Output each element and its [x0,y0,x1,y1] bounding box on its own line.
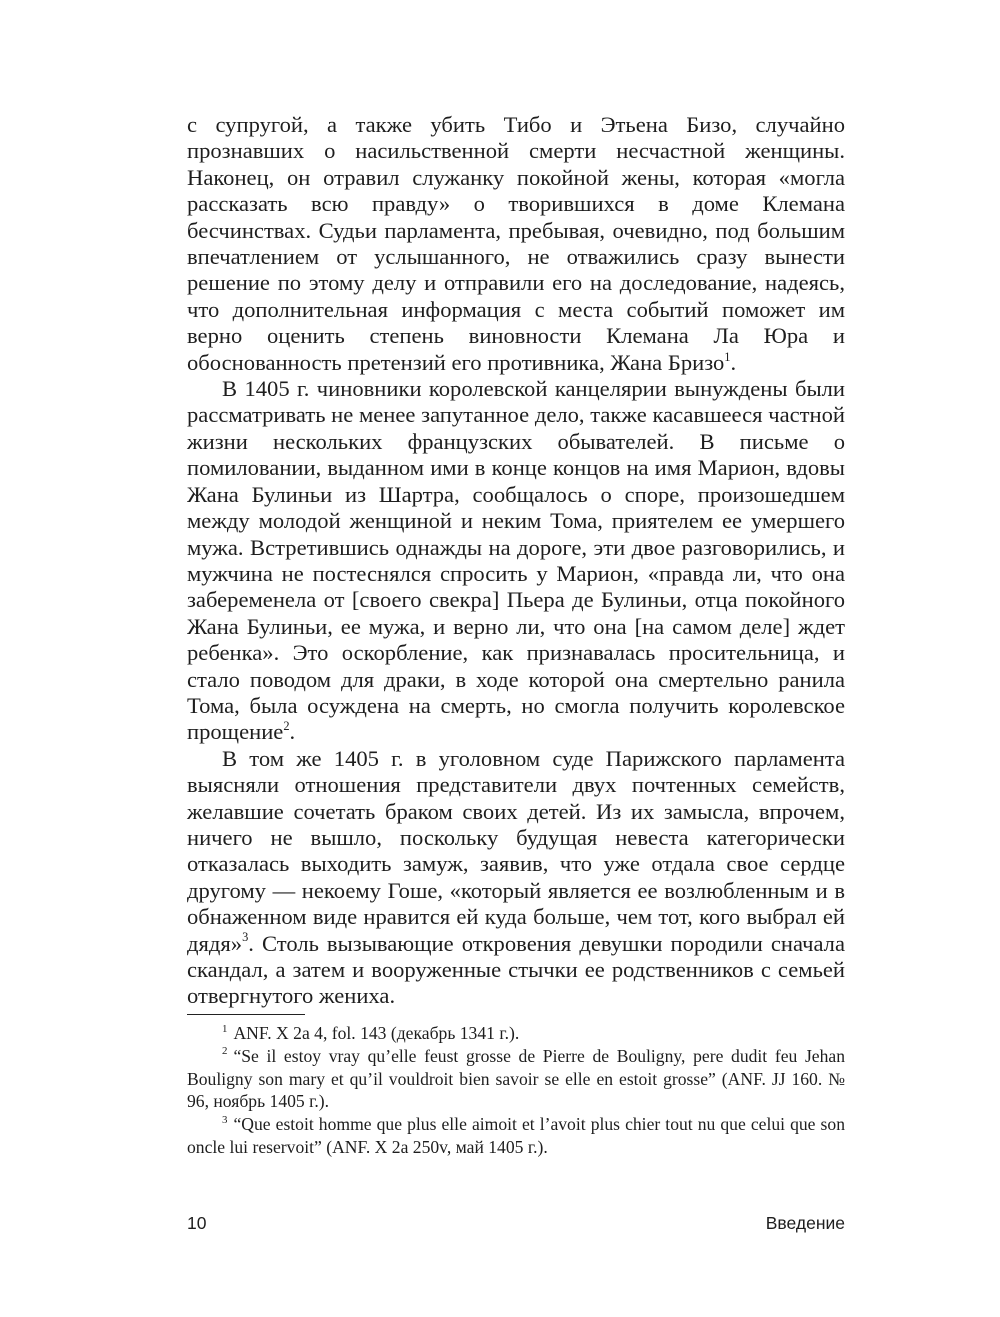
footnote-3 [187,1113,845,1159]
paragraph-1-tail: . [730,349,737,375]
footnote-number-1: 1 [222,1022,228,1035]
footnote-text-2: “Se il estoy vray qu’elle feust grosse de Pierre de Bouligny, pere dudit feu Jehan Bouligny son mary et qu’il vouldroit bien savoir se elle en estoit grosse” (ANF. JJ 160. № 96, ноябрь 1405 г.). [187,1045,845,1112]
paragraph-3-tail: . Столь вызывающие откровения девушки породили сначала скандал, а затем и вооруженные стычки ее родственников с семьей отвергнутого жениха. [187,930,845,1009]
page-number: 10 [187,1213,207,1233]
paragraph-3-text: В том же 1405 г. в уголовном суде Парижского парламента выясняли отношения представители двух почтенных семейств, желавшие сочетать браком своих детей. Из их замысла, впрочем, ничего не вышло, поскольку будущая невеста категорически отказалась выходить замуж, заявив, что уже отдала свое сердце другому — некоему Гоше, «который является ее возлюбленным и в обнаженном виде нравится ей куда больше, чем тот, кого выбрал ей дядя» [187,745,845,956]
paragraph-1-text: с супругой, а также убить Тибо и Этьена Бизо, случайно прознавших о насильственной смерти несчастной женщины. Наконец, он отравил служанку покойной жены, которая «могла рассказать всю правду» о творившихся в доме Клемана бесчинствах. Судьи парламента, пребывая, очевидно, под большим впечатлением от услышанного, не отважились сразу вынести решение по этому делу и отправили его на доследование, надеясь, что дополнительная информация с места событий поможет им верно оценить степень виновности Клемана Ла Юра и обоснованность претензий его противника, Жана Бризо [187,112,845,375]
section-title: Введение [765,1213,845,1233]
footnote-text-3: “Que estoit homme que plus elle aimoit et l’avoit plus chier tout nu que celui que son oncle lui reservoit” (ANF. X 2a 250v, май 1405 г.). [187,1114,845,1157]
footnote-divider [187,1014,305,1015]
footnote-ref-1[interactable]: 1 [724,349,731,364]
paragraph-2-text: В 1405 г. чиновники королевской канцелярии вынуждены были рассматривать не менее запутанное дело, также касавшееся частной жизни нескольких французских обывателей. В письме о помиловании, выданном ими в конце концов на имя Марион, вдовы Жана Булиньи из Шартра, сообщалось о споре, произошедшем между молодой женщиной и неким Тома, приятелем ее умершего мужа. Встретившись однажды на дороге, эти двое разговорились, и мужчина не постеснялся спросить у Марион, «правда ли, что она забеременела от [своего свекра] Пьера де Булиньи, отца покойного Жана Булиньи, ее мужа, и верно ли, что она [на самом деле] ждет ребенка». Это оскорбление, как признавалась просительница, и стало поводом для драки, в ходе которой она смертельно ранила Тома, была осуждена на смерть, но смогла получить королевское прощение [187,376,845,745]
footnote-number-2: 2 [222,1045,228,1058]
main-text [187,112,845,1010]
paragraph-1 [187,112,845,376]
footnote-2 [187,1045,845,1113]
footnote-ref-3[interactable]: 3 [242,930,249,945]
footnote-ref-2[interactable]: 2 [283,719,290,734]
paragraph-3 [187,746,845,1010]
paragraph-2 [187,376,845,746]
paragraph-2-tail: . [289,719,296,745]
footnote-number-3: 3 [222,1113,228,1126]
footnote-text-1: ANF. X 2a 4, fol. 143 (декабрь 1341 г.). [233,1023,520,1043]
footnote-1 [187,1022,845,1045]
footnotes [187,1022,845,1159]
